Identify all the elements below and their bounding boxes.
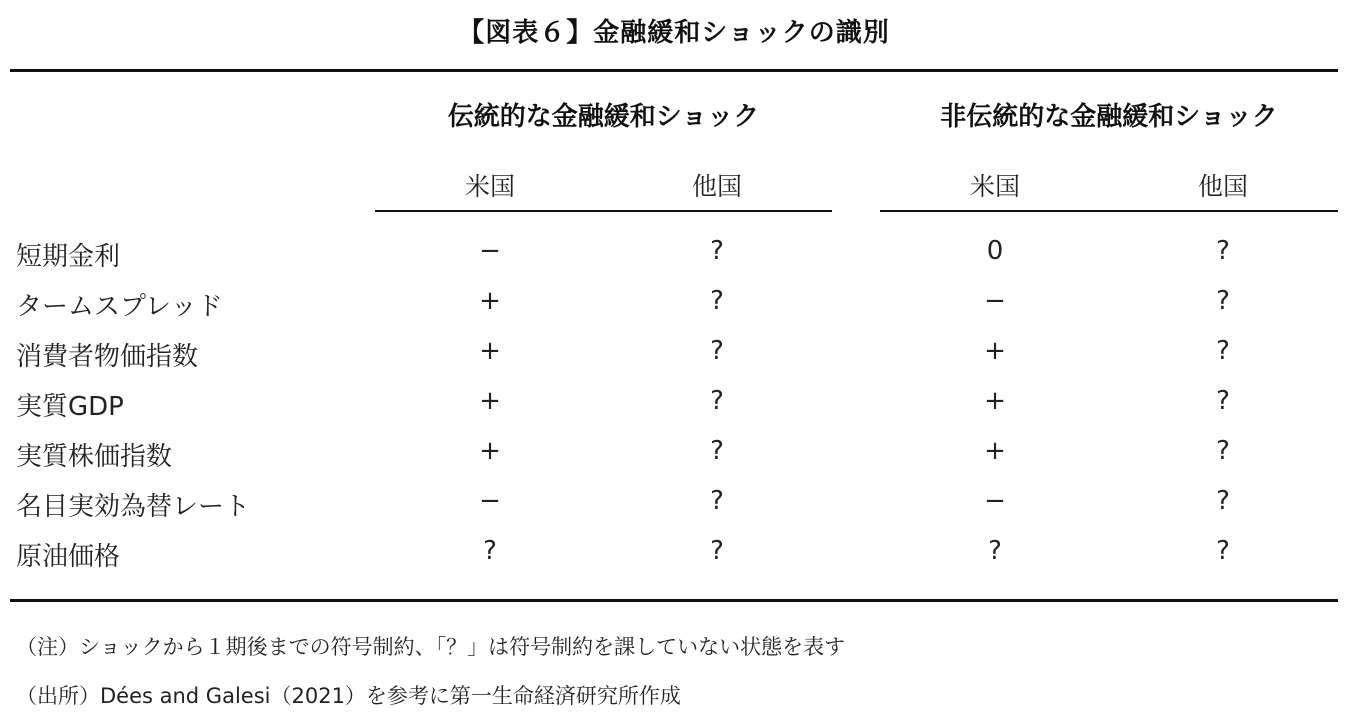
group-rule-conventional xyxy=(375,210,832,212)
row-label: タームスプレッド xyxy=(16,292,223,322)
table-cell: ? xyxy=(988,536,1002,566)
table-title: 【図表６】金融緩和ショックの識別 xyxy=(458,18,890,48)
source-note: （出所）Dées and Galesi（2021）を参考に第一生命経済研究所作成 xyxy=(16,684,681,708)
table-row xyxy=(0,386,1348,426)
table-cell: − xyxy=(984,286,1006,316)
column-header-us-unconventional: 米国 xyxy=(969,172,1020,201)
table-cell: ? xyxy=(1216,436,1230,466)
footnote: （注）ショックから１期後までの符号制約、「？」は符号制約を課していない状態を表す xyxy=(16,635,846,659)
row-label: 名目実効為替レート xyxy=(16,492,251,522)
table-cell: + xyxy=(479,336,501,366)
row-label: 実質GDP xyxy=(16,392,124,422)
row-label: 短期金利 xyxy=(16,242,121,272)
table-cell: ? xyxy=(1216,286,1230,316)
table-cell: ? xyxy=(710,386,724,416)
row-label: 原油価格 xyxy=(16,542,121,572)
column-header-us-conventional: 米国 xyxy=(464,172,515,201)
table-cell: ? xyxy=(1216,336,1230,366)
table-cell: ? xyxy=(483,536,497,566)
table-row xyxy=(0,336,1348,376)
table-row xyxy=(0,486,1348,526)
table-cell: + xyxy=(479,436,501,466)
row-label: 消費者物価指数 xyxy=(16,342,199,372)
table-row xyxy=(0,236,1348,276)
table-cell: ? xyxy=(710,236,724,266)
table-cell: ? xyxy=(710,536,724,566)
group-rule-unconventional xyxy=(880,210,1338,212)
row-label: 実質株価指数 xyxy=(16,442,173,472)
table-cell: + xyxy=(984,336,1006,366)
column-header-other-unconventional: 他国 xyxy=(1197,172,1248,201)
table-cell: ? xyxy=(710,436,724,466)
table-cell: + xyxy=(479,386,501,416)
table-row xyxy=(0,536,1348,576)
table-cell: ? xyxy=(710,336,724,366)
table-cell: ? xyxy=(1216,486,1230,516)
table-cell: ? xyxy=(1216,386,1230,416)
table-row xyxy=(0,286,1348,326)
top-rule xyxy=(10,69,1338,72)
table-cell: + xyxy=(984,386,1006,416)
table-cell: − xyxy=(479,486,501,516)
bottom-rule xyxy=(10,599,1338,602)
table-cell: ? xyxy=(1216,536,1230,566)
table-cell: − xyxy=(479,236,501,266)
table-cell: ? xyxy=(1216,236,1230,266)
table-cell: 0 xyxy=(986,236,1004,266)
table-row xyxy=(0,436,1348,476)
column-header-other-conventional: 他国 xyxy=(691,172,742,201)
table-cell: ? xyxy=(710,286,724,316)
group-header-conventional: 伝統的な金融緩和ショック xyxy=(447,102,760,132)
table-cell: + xyxy=(479,286,501,316)
table-cell: ? xyxy=(710,486,724,516)
group-header-unconventional: 非伝統的な金融緩和ショック xyxy=(940,102,1278,132)
table-cell: − xyxy=(984,486,1006,516)
table-cell: + xyxy=(984,436,1006,466)
